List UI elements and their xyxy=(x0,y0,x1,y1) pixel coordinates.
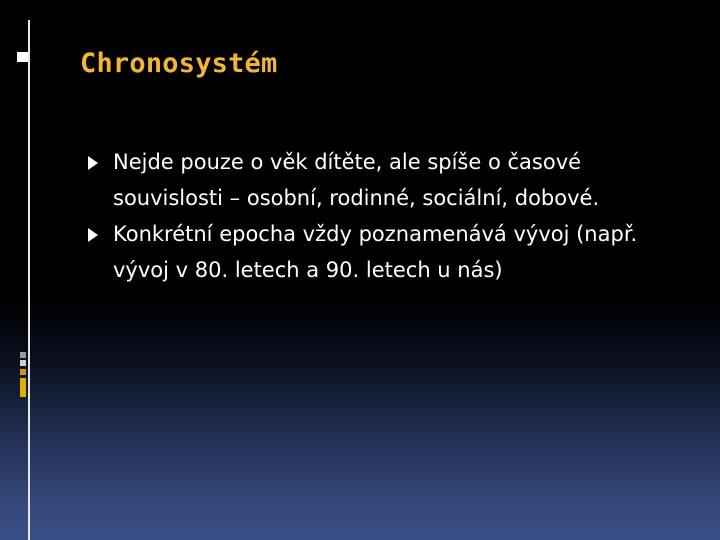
bullet-text: Konkrétní epocha vždy poznamenává vývoj (např. vývoj v 80. letech a 90. letech u nás) xyxy=(113,222,638,282)
slide-title: Chronosystém xyxy=(80,48,278,79)
title-marker-inner xyxy=(17,62,28,85)
accent-segment xyxy=(20,369,26,375)
bullet-text: Nejde pouze o věk dítěte, ale spíše o časové souvislosti – osobní, rodinné, sociální, dobové. xyxy=(113,150,600,210)
bullet-item xyxy=(85,144,685,216)
accent-segment xyxy=(20,378,26,397)
left-rule xyxy=(28,20,30,540)
triangle-bullet-icon xyxy=(88,156,98,170)
bullet-item xyxy=(85,216,685,288)
triangle-bullet-icon xyxy=(88,228,98,242)
accent-segment xyxy=(20,352,26,358)
bullet-list xyxy=(85,144,685,288)
accent-segment xyxy=(20,360,26,366)
